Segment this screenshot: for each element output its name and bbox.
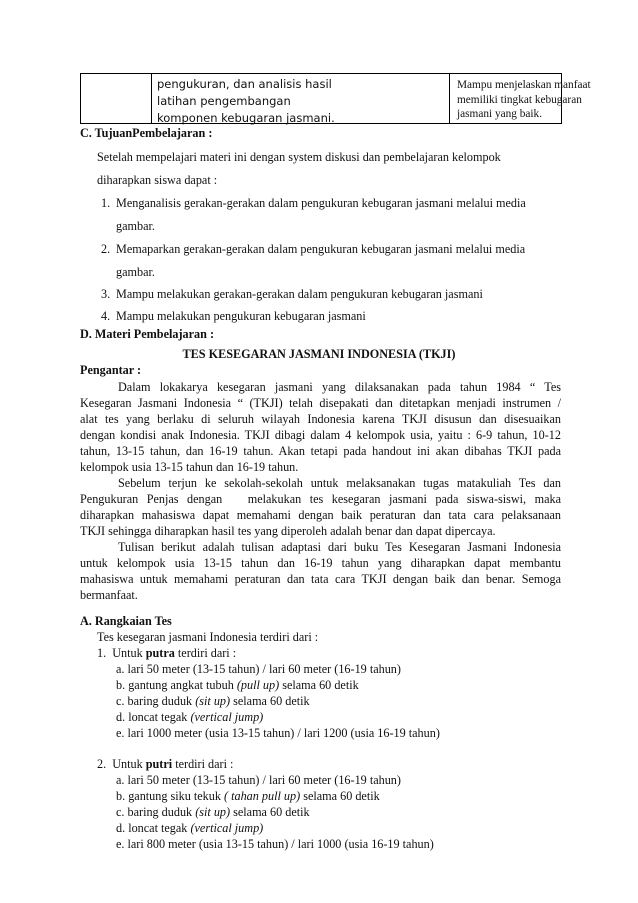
test-item — [116, 789, 380, 804]
group-heading — [97, 646, 236, 661]
paragraph-line: Sebelum terjun ke sekolah-sekolah untuk melaksanakan tugas matakuliah Tes dan — [118, 476, 561, 490]
test-item-italic: ( tahan pull up) — [224, 789, 301, 803]
list-item-number: 4. — [101, 309, 111, 323]
table-cell-line: Mampu menjelaskan manfaat — [457, 79, 591, 91]
group-post: terdiri dari : — [174, 646, 237, 660]
table-cell-line: komponen kebugaran jasmani. — [157, 111, 335, 125]
table-cell-outcome — [451, 74, 591, 123]
test-item — [116, 726, 440, 741]
list-item: gambar. — [116, 265, 155, 279]
group-number: 1. — [97, 646, 107, 660]
test-item — [116, 710, 263, 725]
paragraph-line: untuk kelompok usia 13-15 tahun dan 16-19 tahun yang diharapkan dapat membantu — [80, 556, 561, 570]
section-c-intro: diharapkan siswa dapat : — [97, 173, 218, 187]
list-item: Menganalisis gerakan-gerakan dalam pengukuran kebugaran jasmani melalui media — [116, 196, 526, 210]
paragraph-line: kelompok usia 13-15 tahun dan 16-19 tahun. — [80, 460, 299, 474]
list-item: Mampu melakukan pengukuran kebugaran jasmani — [116, 309, 366, 323]
test-item — [116, 694, 310, 709]
paragraph-line: tahun, 13-15 tahun, dan 16-19 tahun. Akan tetapi pada handout ini akan dibahas TKJI pada — [80, 444, 561, 458]
paragraph-line: Dalam lokakarya kesegaran jasmani yang dilaksanakan pada tahun 1984 “ Tes — [118, 380, 561, 394]
document-title: TES KESEGARAN JASMANI INDONESIA (TKJI) — [182, 347, 456, 361]
paragraph-line: alat tes yang berlaku di seluruh wilayah Indonesia karena TKJI disusun dan disesuaikan — [80, 412, 561, 426]
table-cell-line: memiliki tingkat kebugaran — [457, 93, 582, 106]
test-item-text: e. lari 800 meter (usia 13-15 tahun) / lari 1000 (usia 16-19 tahun) — [116, 837, 434, 851]
list-item: gambar. — [116, 219, 155, 233]
test-item-text: b. gantung siku tekuk — [116, 789, 224, 803]
test-item — [116, 837, 434, 852]
test-item-after: selama 60 detik — [279, 678, 359, 692]
test-item-after: selama 60 detik — [300, 789, 380, 803]
group-pre: Untuk — [112, 757, 146, 771]
group-heading — [97, 757, 233, 772]
test-item — [116, 662, 401, 677]
test-item — [116, 773, 401, 788]
test-item — [116, 678, 359, 693]
section-a-heading: A. Rangkaian Tes — [80, 614, 172, 628]
table-cell-indicator — [151, 74, 450, 123]
test-item-text: c. baring duduk — [116, 805, 196, 819]
pengantar-label: Pengantar : — [80, 363, 142, 377]
test-item-text: c. baring duduk — [116, 694, 196, 708]
list-item-number: 2. — [101, 242, 111, 256]
section-d-heading: D. Materi Pembelajaran : — [80, 327, 215, 341]
objectives-table — [80, 73, 591, 125]
list-item-number: 3. — [101, 287, 111, 301]
section-c-heading: C. TujuanPembelajaran : — [80, 126, 213, 140]
test-item — [116, 805, 310, 820]
group-number: 2. — [97, 757, 107, 771]
group-pre: Untuk — [112, 646, 146, 660]
group-gender: putra — [145, 646, 175, 660]
test-item-text: b. gantung angkat tubuh — [116, 678, 237, 692]
test-item-text: d. loncat tegak — [116, 821, 191, 835]
test-item-text: a. lari 50 meter (13-15 tahun) / lari 60 meter (16-19 tahun) — [116, 773, 401, 787]
group-post: terdiri dari : — [172, 757, 234, 771]
list-item-number: 1. — [101, 196, 111, 210]
paragraph-line: Kesegaran Jasmani Indonesia “ (TKJI) telah disepakati dan ditetapkan menjadi instrumen / — [80, 396, 561, 410]
list-item: Mampu melakukan gerakan-gerakan dalam pengukuran kebugaran jasmani — [116, 287, 483, 301]
test-item-italic: (vertical jump) — [190, 710, 264, 724]
group-gender: putri — [145, 757, 173, 771]
paragraph-line: dengan kondisi anak Indonesia. TKJI dibagi dalam 4 kelompok usia, yaitu : 6-9 tahun, 10-12 — [80, 428, 561, 442]
paragraph-line: TKJI sehingga diharapkan hasil tes yang diperoleh adalah benar dan dapat dipercaya. — [80, 524, 496, 538]
test-item-text: a. lari 50 meter (13-15 tahun) / lari 60 meter (16-19 tahun) — [116, 662, 401, 676]
test-item-after: selama 60 detik — [230, 694, 310, 708]
paragraph-line: diharapkan mahasiswa dapat memahami dengan baik peraturan dan tata cara pelaksanaan — [80, 508, 561, 522]
test-item-italic: (sit up) — [195, 805, 231, 819]
paragraph-line: mahasiswa untuk memahami peraturan dan tata cara TKJI dengan baik dan benar. Semoga — [80, 572, 561, 586]
section-a-intro: Tes kesegaran jasmani Indonesia terdiri dari : — [97, 630, 319, 644]
paragraph-line: bermanfaat. — [80, 588, 138, 602]
table-cell-empty — [81, 74, 152, 123]
test-item-italic: (pull up) — [236, 678, 280, 692]
paragraph-line: Tulisan berikut adalah tulisan adaptasi dari buku Tes Kesegaran Jasmani Indonesia — [118, 540, 561, 554]
table-cell-line: jasmani yang baik. — [457, 108, 543, 120]
test-item-italic: (vertical jump) — [190, 821, 264, 835]
test-item-text: e. lari 1000 meter (usia 13-15 tahun) / lari 1200 (usia 16-19 tahun) — [116, 726, 440, 740]
table-cell-line: latihan pengembangan — [157, 94, 291, 108]
test-item — [116, 821, 263, 836]
paragraph-line: Pengukuran Penjas dengan melakukan tes kesegaran jasmani pada siswa-siswi, maka — [80, 492, 561, 506]
test-item-italic: (sit up) — [195, 694, 231, 708]
table-cell-line: pengukuran, dan analisis hasil — [157, 77, 332, 91]
section-c-intro: Setelah mempelajari materi ini dengan system diskusi dan pembelajaran kelompok — [97, 150, 501, 164]
test-item-after: selama 60 detik — [230, 805, 310, 819]
test-item-text: d. loncat tegak — [116, 710, 191, 724]
list-item: Memaparkan gerakan-gerakan dalam pengukuran kebugaran jasmani melalui media — [116, 242, 526, 256]
